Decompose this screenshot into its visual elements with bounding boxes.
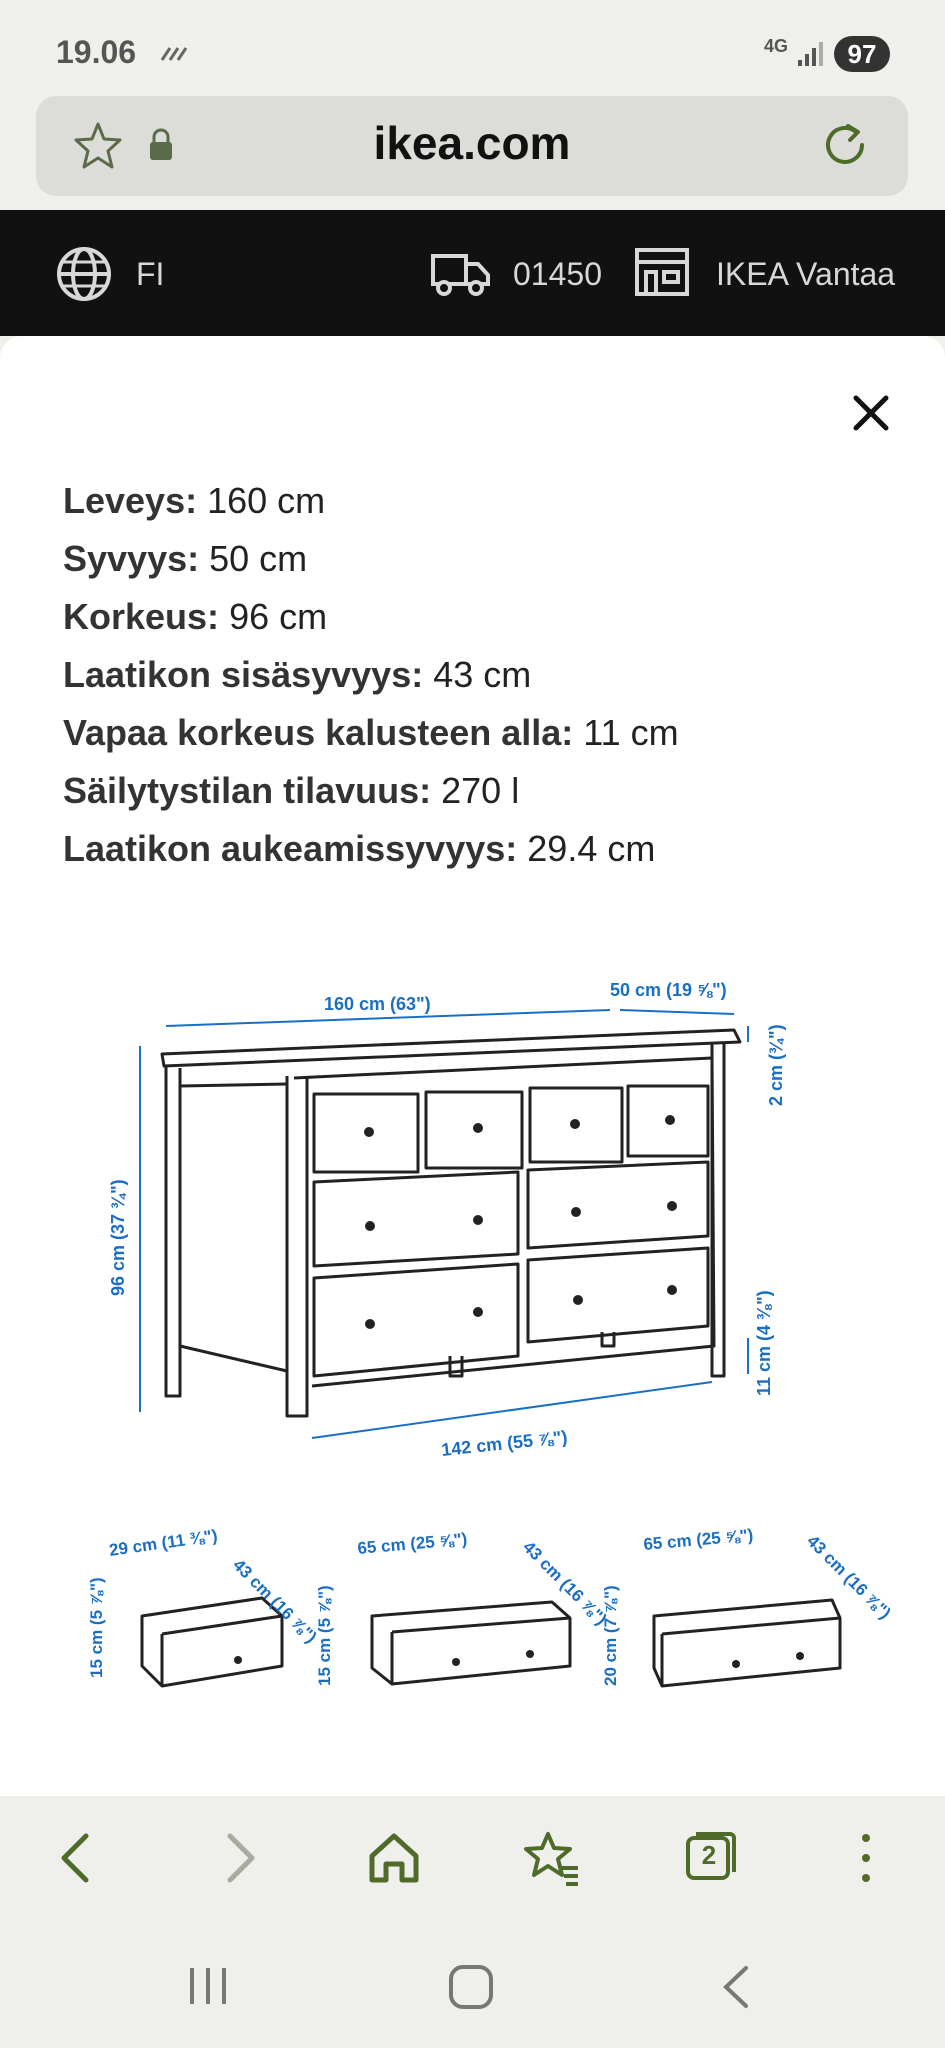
top-dimension-label: 2 cm (¾") — [766, 1024, 786, 1106]
drawer-height-label: 15 cm (5 ⅞") — [87, 1577, 106, 1678]
recent-apps-icon[interactable] — [186, 1964, 230, 2008]
spec-row — [63, 704, 679, 762]
store-selector[interactable]: IKEA Vantaa — [716, 256, 896, 292]
network-type: 4G — [764, 36, 789, 56]
spec-value: 270 l — [441, 770, 520, 811]
forward-icon[interactable] — [206, 1826, 270, 1890]
spec-row — [63, 588, 679, 646]
status-bar — [0, 0, 945, 100]
spec-label: Leveys: — [63, 480, 198, 521]
language-selector[interactable]: FI — [136, 256, 165, 292]
dimensions-diagram — [62, 926, 895, 1786]
drawer-width-label: 29 cm (11 ⅜") — [107, 1525, 219, 1560]
spec-label: Säilytystilan tilavuus: — [63, 770, 432, 811]
back-nav-icon[interactable] — [716, 1964, 756, 2010]
bookmarks-icon[interactable] — [520, 1826, 584, 1890]
system-nav-bar — [0, 1920, 945, 2048]
tabs-button[interactable] — [678, 1826, 742, 1890]
spec-label: Syvyys: — [63, 538, 200, 579]
postcode[interactable]: 01450 — [513, 256, 602, 292]
drawer-width-label: 65 cm (25 ⅝") — [642, 1525, 755, 1554]
drawer-width-label: 65 cm (25 ⅝") — [356, 1529, 469, 1558]
reload-icon[interactable] — [818, 118, 872, 172]
browser-bottom-nav — [0, 1796, 945, 1920]
drawer-height-label: 20 cm (7 ⅞") — [601, 1585, 620, 1686]
store-icon[interactable] — [634, 246, 690, 298]
status-time: 19.06 — [56, 34, 137, 70]
spec-label: Laatikon aukeamissyvyys: — [63, 828, 518, 869]
home-icon[interactable] — [362, 1826, 426, 1890]
home-nav-icon[interactable] — [448, 1964, 494, 2010]
address-bar[interactable] — [36, 96, 908, 196]
spec-value: 96 cm — [229, 596, 328, 637]
back-icon[interactable] — [46, 1826, 110, 1890]
spec-label: Korkeus: — [63, 596, 220, 637]
height-dimension-label: 96 cm (37 ¾") — [108, 1179, 128, 1296]
spec-row — [63, 762, 679, 820]
delivery-truck-icon[interactable] — [430, 248, 492, 298]
spec-value: 11 cm — [583, 712, 679, 753]
close-icon[interactable] — [846, 388, 896, 438]
spec-row — [63, 820, 679, 878]
spec-value: 160 cm — [207, 480, 326, 521]
spec-value: 29.4 cm — [527, 828, 656, 869]
spec-label: Vapaa korkeus kalusteen alla: — [63, 712, 574, 753]
drawer-depth-label: 43 cm (16 ⅞") — [519, 1537, 611, 1629]
inner-width-dimension-label: 142 cm (55 ⅞") — [440, 1426, 569, 1460]
spec-row — [63, 530, 679, 588]
spec-label: Laatikon sisäsyvyys: — [63, 654, 424, 695]
specs-list — [63, 472, 679, 878]
drawer-depth-label: 43 cm (16 ⅞") — [229, 1555, 321, 1647]
spec-row — [63, 646, 679, 704]
drawer-height-label: 15 cm (5 ⅞") — [315, 1585, 334, 1686]
signal-icon — [796, 38, 826, 68]
nfc-icon — [160, 44, 190, 64]
ikea-topbar — [0, 210, 945, 336]
spec-value: 50 cm — [209, 538, 308, 579]
tabs-count: 2 — [701, 1840, 717, 1870]
spec-row — [63, 472, 679, 530]
spec-value: 43 cm — [433, 654, 532, 695]
width-dimension-label: 160 cm (63") — [324, 994, 431, 1014]
globe-icon[interactable] — [56, 246, 112, 302]
drawer-depth-label: 43 cm (16 ⅞") — [803, 1531, 895, 1623]
clearance-dimension-label: 11 cm (4 ⅜") — [754, 1290, 774, 1396]
dimensions-sheet — [0, 336, 945, 1796]
battery-indicator: 97 — [834, 36, 890, 72]
menu-icon[interactable] — [834, 1826, 898, 1890]
depth-dimension-label: 50 cm (19 ⅝") — [610, 980, 727, 1000]
url-text[interactable]: ikea.com — [373, 117, 571, 169]
